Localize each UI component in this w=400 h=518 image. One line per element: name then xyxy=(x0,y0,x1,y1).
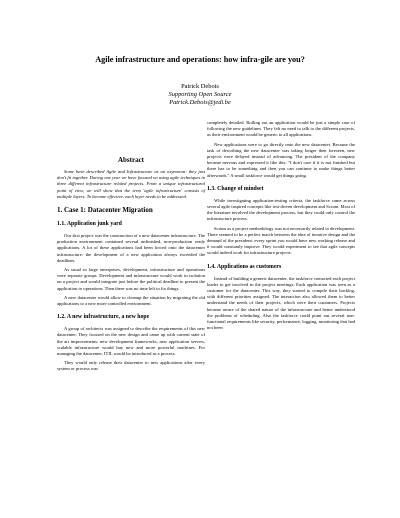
paragraph: They would only release their datacenter to new applications after every system or process was xyxy=(57,360,205,372)
section-heading-case1: 1. Case 1: Datacenter Migration xyxy=(57,206,153,215)
paragraph: Instead of building a generic datacenter, the taskforce contacted each project leader to get involved in the project meetings. Each application was seen as a customer for the datacenter. This way, they started to compile their backlog, with different priorities assigned. The interaction also allowed them to better understand the needs of their projects, which were their customers. Projects became aware of the shared nature of the infrastructure and better understood the problems of scheduling. Also the taskforce could point out several non-functional requirements like security, performance, logging, monitoring that had not been xyxy=(207,275,355,331)
abstract-heading: Abstract xyxy=(117,156,145,164)
subsection-heading-1-1: 1.1. Application junk yard xyxy=(57,221,122,228)
paragraph: New applications were to go directly onto the new datacenter. Because the task of describing the new datacenter was taking longer then foreseen, new projects were delayed instead of advancing. The president of the company became nervous and expressed it like this: "I don't care if it is not finished but there has to be something and then you can continue to make things better afterwards." A small taskforce would get things going. xyxy=(207,141,355,178)
paragraph: Our first project was the construction of a new datacenter infrastructure. The production environment contained several unfinished, non-production ready applications. A lot of these applications had been forced onto the datacenter infrastructure: the development of a new application always exceeded the deadlines. xyxy=(57,233,205,263)
author-block xyxy=(100,83,300,107)
paragraph: As usual in large enterprises, development, infrastructure and operations were separate groups. Development and infrastructure would work in isolation on a project and would integrate just before the political deadline to present the application to operations. Then there was no time left to fix things. xyxy=(57,267,205,291)
subsection-heading-1-4: 1.4. Applications as customers xyxy=(207,263,282,270)
author-name: Patrick Debois xyxy=(181,83,219,90)
left-column xyxy=(57,150,205,376)
paragraph: A new datacenter would allow to cleanup the situation by migrating the old applications to a new more controlled environment. xyxy=(57,294,205,307)
paragraph: While investigating application-testing criteria, the taskforce came across several agile inspired concepts like test-driven development and Scrum. Most of the literature involved the development process, but they could only control the infrastructure process. xyxy=(207,197,355,222)
paragraph: Scrum as a project methodology was not necessarily related to development. There seemed to be a perfect match between the idea of iterative design and the demand of the president: every sprint you would have new working release and it would constantly improve. They would experiment to see that agile concepts would indeed work for infrastructure projects. xyxy=(207,225,355,256)
author-affiliation: Supporting Open Source xyxy=(168,91,232,98)
subsection-heading-1-2: 1.2. A new infrastructure, a new hope xyxy=(57,314,150,321)
right-column xyxy=(207,120,355,334)
author-email: Patrick.Debois@jedi.be xyxy=(169,99,231,106)
paper-title: Agile infrastructure and operations: how infra-gile are you? xyxy=(95,55,305,64)
paragraph: A group of architects was assigned to describe the requirements of this new datacenter. They focused on the new design and came up with current state of the art improvements: new development frameworks, new application servers, scalable infrastructure would buy new and more powerful machines. For managing the datacenter, ITIL would be introduced as a process. xyxy=(57,326,205,357)
abstract-text: Some have described Agile and Infrastructure as an oxymoron: they just don't fit together. During one year we have focused on using agile techniques in three different infrastructure related projects. From a unique infrastructural point of view, we will show that the term 'agile infrastructure' consists of multiple layers. To become effective, each layer needs to be addressed. xyxy=(57,169,205,199)
paragraph: completely detailed. Rolling out an application would be just a simple case of following the new guidelines. They felt no need to talk to the different projects, as their environment would be generic to all applications. xyxy=(207,120,355,138)
abstract xyxy=(57,156,205,200)
subsection-heading-1-3: 1.3. Change of mindset xyxy=(207,185,264,192)
